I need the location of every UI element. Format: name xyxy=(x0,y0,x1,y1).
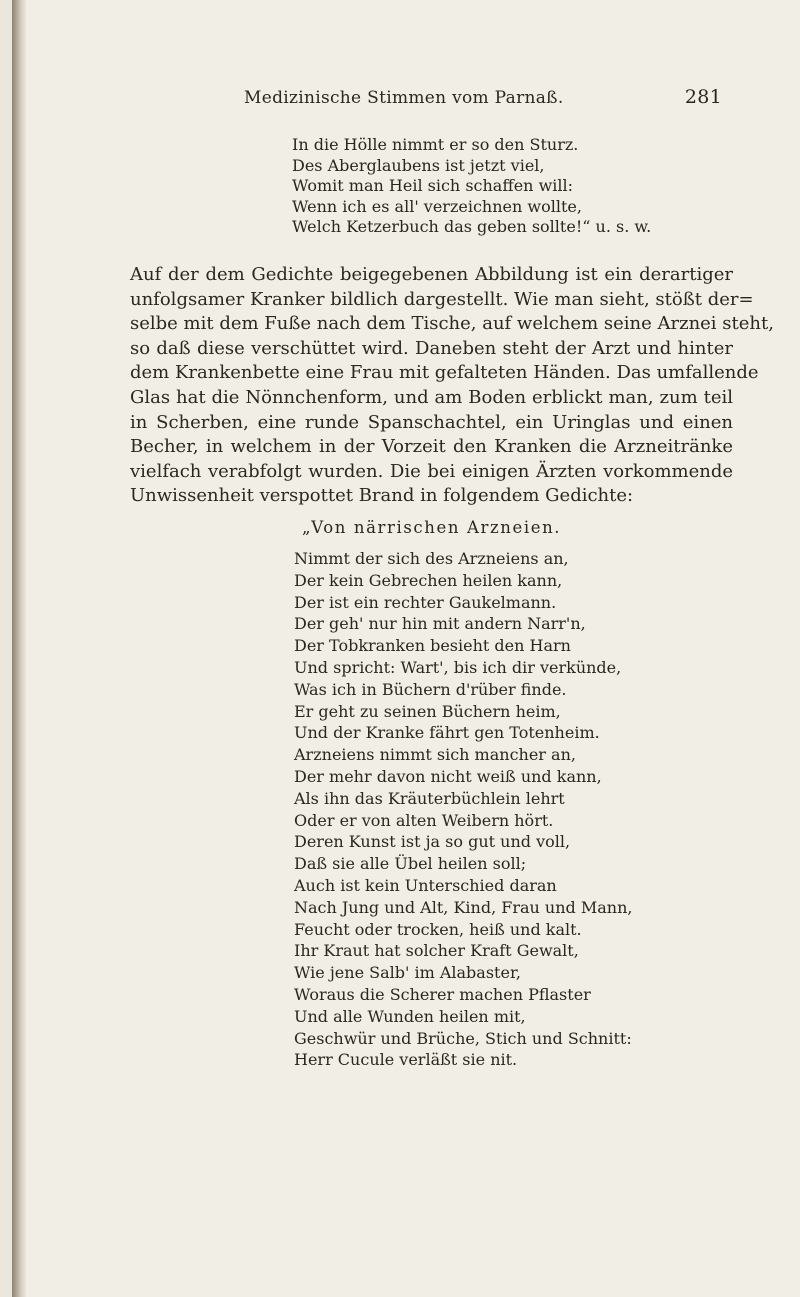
verse-line: In die Höllе nimmt er so den Sturz. xyxy=(292,135,579,154)
verse-line: Als ihn das Kräuterbüchlein lehrt xyxy=(294,788,565,808)
verse-line: Womit man Heil sich schaffen will: xyxy=(292,176,573,195)
verse-line: Nimmt der sich des Arzneiens an, xyxy=(294,549,569,568)
verse-line: Nach Jung und Alt, Kind, Frau und Mann, xyxy=(294,897,633,917)
prose-paragraph xyxy=(130,263,774,509)
prose-line: vielfach verabfolgt wurden. Die bei einigen Ärzten vorkommende xyxy=(130,460,733,482)
page-number: 281 xyxy=(684,86,722,108)
verse-line: Welch Ketzerbuch das geben sollte!“ u. s. w. xyxy=(292,217,652,236)
verse-line: Er geht zu seinen Büchern heim, xyxy=(294,701,561,721)
verse-line: Wenn ich es all' verzeichnen wollte, xyxy=(292,196,582,216)
verse-line: Der mehr davon nicht weiß und kann, xyxy=(294,766,602,786)
running-header xyxy=(244,86,722,114)
header-title: Medizinische Stimmen vom Parnaß. xyxy=(244,88,564,108)
verse-line: Und alle Wunden heilen mit, xyxy=(294,1006,526,1026)
verse-line: Was ich in Büchern d'rüber finde. xyxy=(294,679,567,699)
verse-line: Der Tobkranken besieht den Harn xyxy=(294,636,571,656)
verse-line: Daß sie alle Übel heilen soll; xyxy=(294,854,527,874)
verse-line: Deren Kunst ist ja so gut und voll, xyxy=(294,832,571,852)
prose-line: dem Krankenbette eine Frau mit gefalteten Händen. Das umfallende xyxy=(130,362,759,384)
prose-line: selbe mit dem Fuße nach dem Tische, auf welchem seine Arznei steht, xyxy=(130,313,774,335)
verse-line: Feucht oder trocken, heiß und kalt. xyxy=(294,919,582,939)
verse-line: Herr Cucule verläßt sie nit. xyxy=(294,1050,518,1070)
prose-line: unfolgsamer Kranker bildlich dargestellt. Wie man sieht, stößt der= xyxy=(130,288,754,310)
verse-line: Wie jene Salb' im Alabaster, xyxy=(294,963,521,983)
verse-line: Des Aberglaubens ist jetzt viel, xyxy=(292,155,545,175)
prose-line: Auf der dem Gedichte beigegebenen Abbildung ist ein derartiger xyxy=(130,264,733,285)
verse-line: Der geh' nur hin mit andern Narr'n, xyxy=(294,614,586,634)
book-page xyxy=(12,0,800,1297)
prose-line: Glas hat die Nönnchenform, und am Boden erblickt man, zum teil xyxy=(130,386,733,408)
prose-line: Unwissenheit verspottet Brand in folgendem Gedichte: xyxy=(130,485,634,507)
verse-line: Der ist ein rechter Gaukelmann. xyxy=(294,592,557,612)
verse-line: Auch ist kein Unterschied daran xyxy=(294,875,557,895)
verse-line: Arzneiens nimmt sich mancher an, xyxy=(294,745,576,765)
verse-line: Der kein Gebrechen heilen kann, xyxy=(294,570,563,590)
verse-line: Geschwür und Brüche, Stich und Schnitt: xyxy=(294,1028,632,1048)
prose-line: in Scherben, eine runde Spanschachtel, ein Uringlas und einen xyxy=(130,411,733,433)
verse-top xyxy=(292,135,752,238)
prose-line: Becher, in welchem in der Vorzeit den Kranken die Arzneitränke xyxy=(130,436,733,458)
verse-line: Und spricht: Wart', bis ich dir verkünde, xyxy=(294,657,622,677)
prose-line: so daß diese verschüttet wird. Daneben steht der Arzt und hinter xyxy=(130,337,733,359)
verse-line: Woraus die Scherer machen Pflaster xyxy=(294,984,591,1004)
verse-line: Oder er von alten Weibern hört. xyxy=(294,810,554,830)
verse-line: Und der Kranke fährt gen Totenheim. xyxy=(294,723,600,743)
verse-line: Ihr Kraut hat solcher Kraft Gewalt, xyxy=(294,941,579,961)
poem-title: „Von närrischen Arzneien. xyxy=(302,518,562,537)
verse-main xyxy=(294,548,744,1071)
page-binding-shadow xyxy=(12,0,26,1297)
